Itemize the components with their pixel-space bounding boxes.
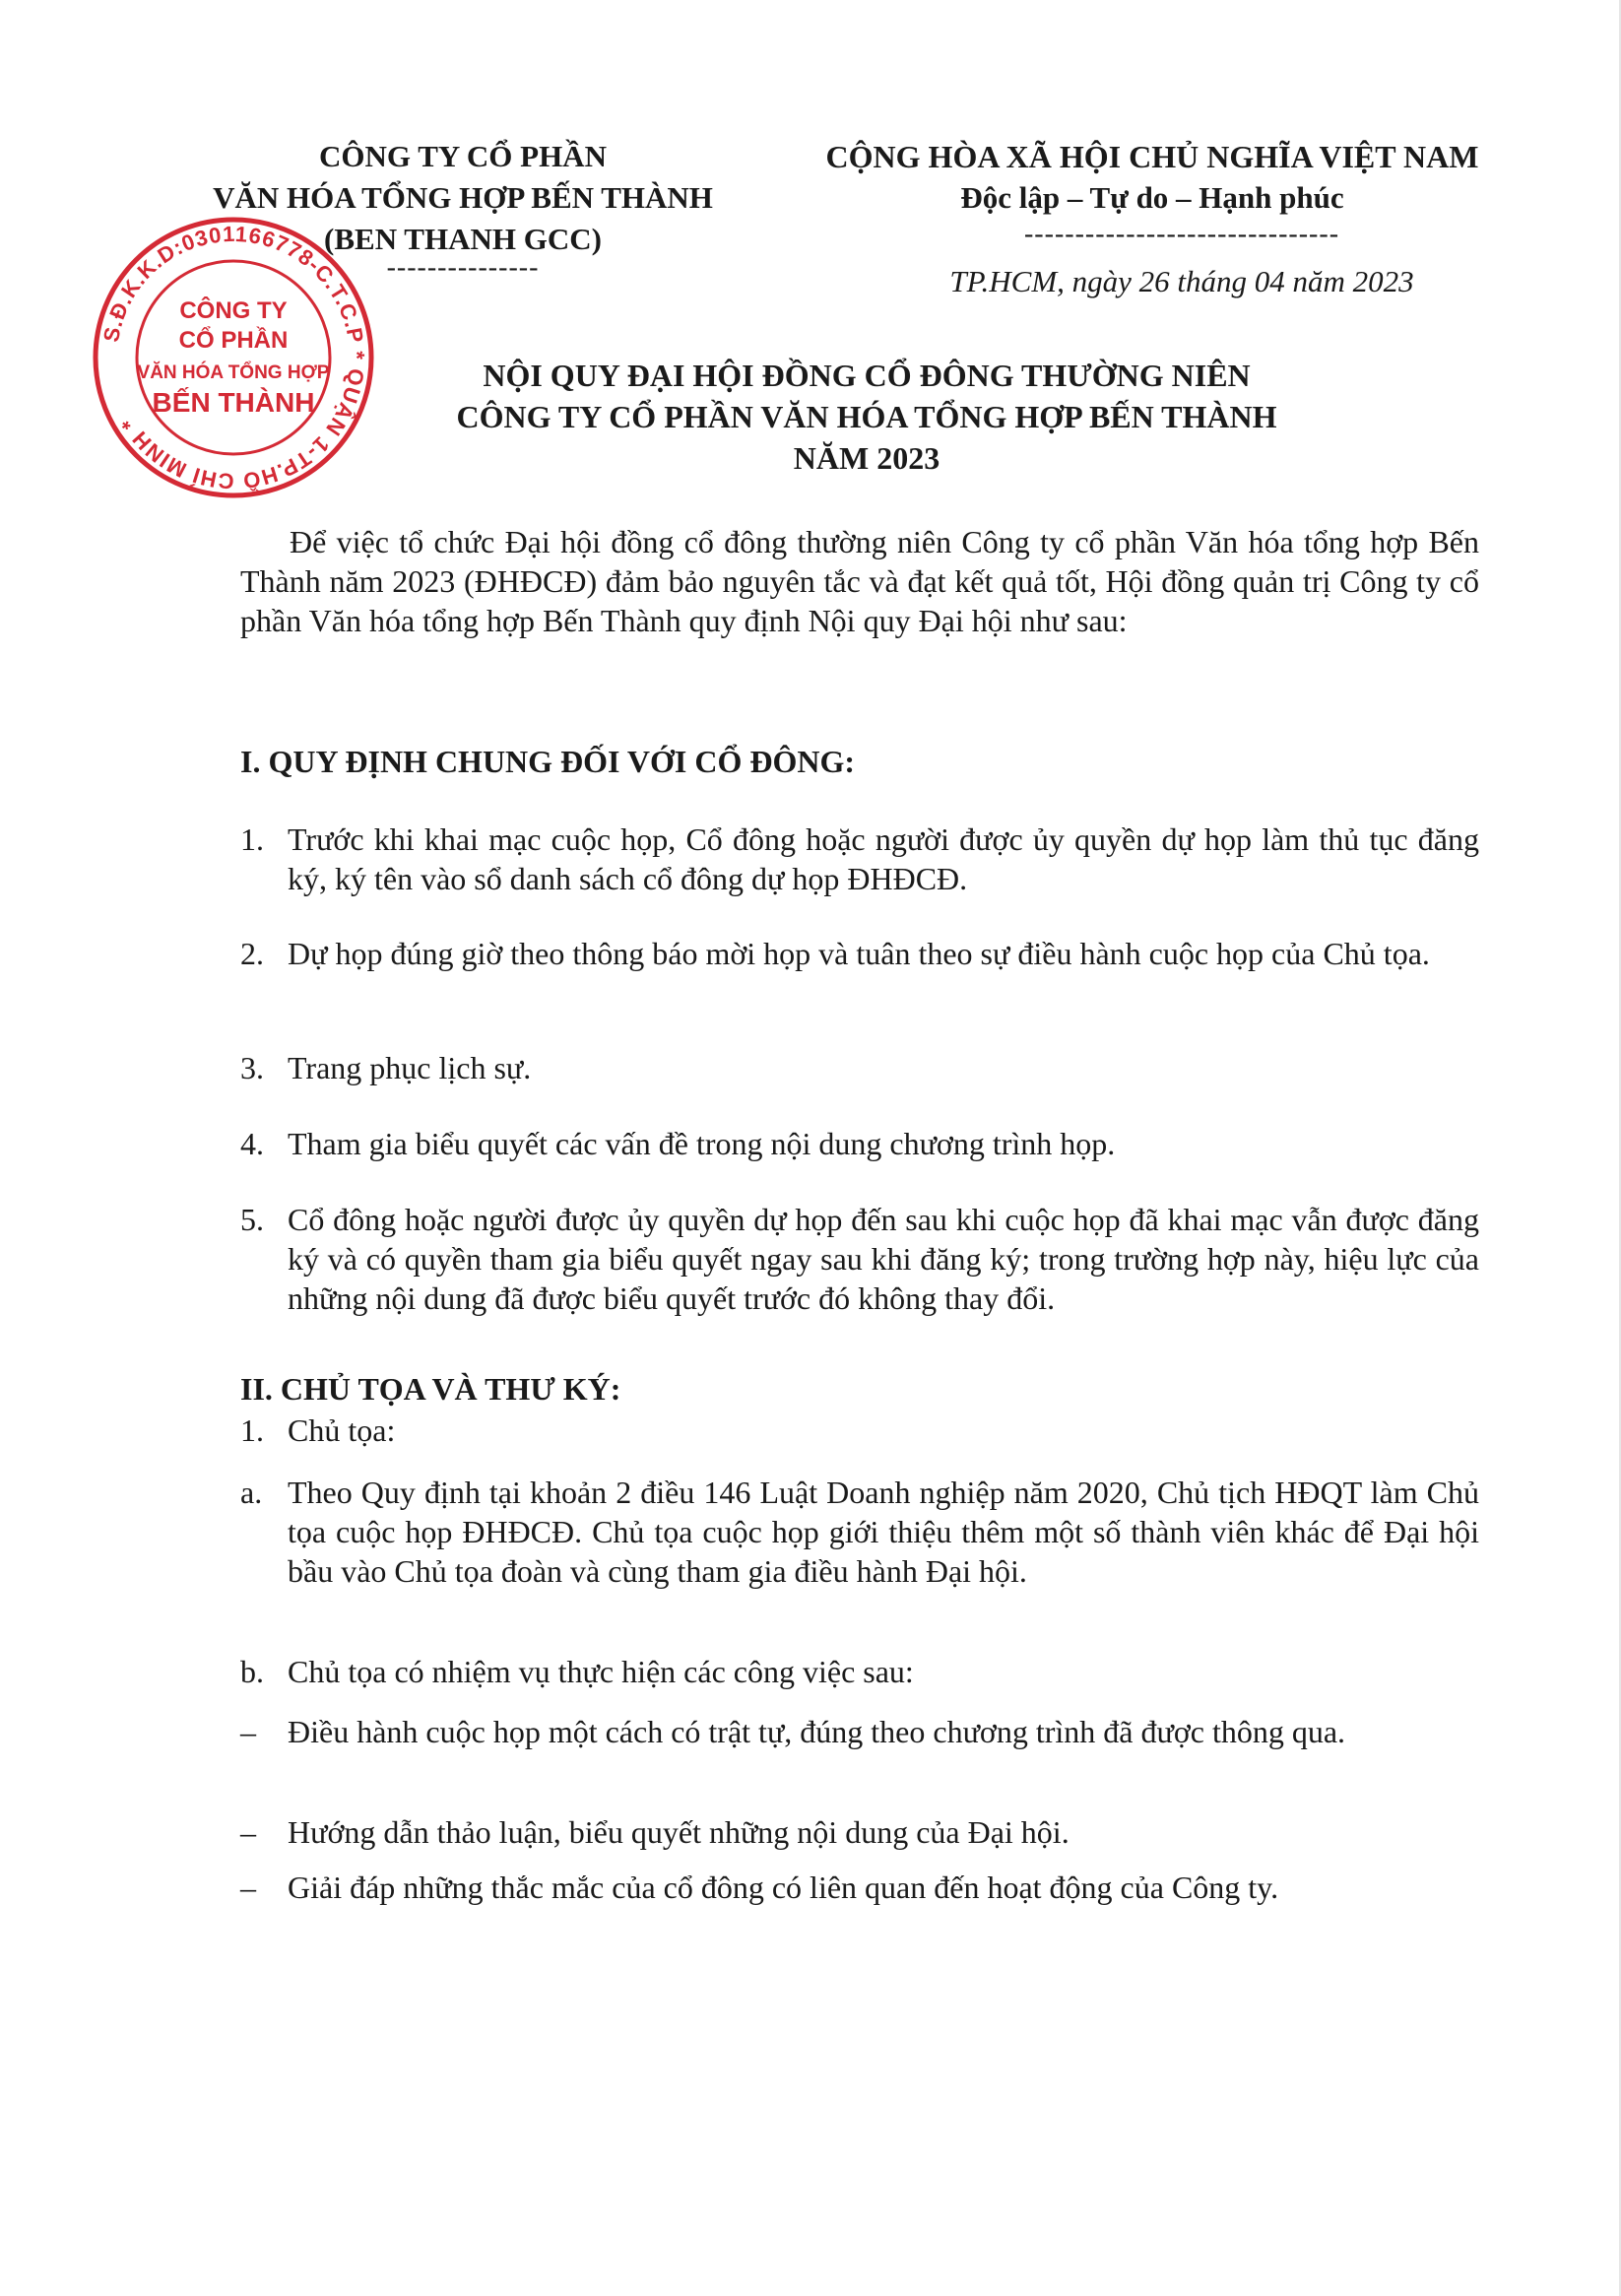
bullet-dash: – <box>240 1870 256 1905</box>
item-number: 1. <box>240 821 264 857</box>
seal-inner-line1: CÔNG TY <box>179 297 288 324</box>
section2-item-a <box>240 1473 1479 1591</box>
item-number: 5. <box>240 1202 264 1237</box>
nation-divider: ------------------------------- <box>1023 219 1340 249</box>
nation-motto: Độc lập – Tự do – Hạnh phúc <box>960 180 1344 215</box>
section1-item-5 <box>240 1200 1479 1318</box>
intro-paragraph <box>240 522 1479 640</box>
item-text: Chủ tọa: <box>288 1412 396 1448</box>
title-line2: CÔNG TY CỔ PHẦN VĂN HÓA TỔNG HỢP BẾN THÀNH <box>456 399 1277 434</box>
item-text: Theo Quy định tại khoản 2 điều 146 Luật Doanh nghiệp năm 2020, Chủ tịch HĐQT làm Chủ tọa cuộc họp ĐHĐCĐ. Chủ tọa cuộc họp giới thiệu thêm một số thành viên khác để Đại hội bầu vào Chủ tọa đoàn và cùng tham gia điều hành Đại hội. <box>288 1475 1479 1589</box>
item-text: Dự họp đúng giờ theo thông báo mời họp và tuân theo sự điều hành cuộc họp của Chủ tọa. <box>288 936 1430 971</box>
document-title <box>276 355 1458 479</box>
item-number: 2. <box>240 936 264 971</box>
item-text: Trước khi khai mạc cuộc họp, Cổ đông hoặc người được ủy quyền dự họp làm thủ tục đăng ký, ký tên vào sổ danh sách cổ đông dự họp ĐHĐCĐ. <box>288 821 1479 896</box>
date-line: TP.HCM, ngày 26 tháng 04 năm 2023 <box>949 264 1414 298</box>
item-letter: a. <box>240 1475 263 1510</box>
section1-heading: I. QUY ĐỊNH CHUNG ĐỐI VỚI CỔ ĐÔNG: <box>240 744 856 779</box>
seal-inner-line2: CỔ PHẦN <box>178 327 289 354</box>
item-number: 1. <box>240 1412 264 1448</box>
item-number: 4. <box>240 1126 264 1161</box>
bullet-dash: – <box>240 1814 256 1850</box>
intro-text: Để việc tổ chức Đại hội đồng cổ đông thường niên Công ty cổ phần Văn hóa tổng hợp Bến Thành năm 2023 (ĐHĐCĐ) đảm bảo nguyên tắc và đạt kết quả tốt, Hội đồng quản trị Công ty cổ phần Văn hóa tổng hợp Bến Thành quy định Nội quy Đại hội như sau: <box>240 524 1479 638</box>
seal-inner-line4: BẾN THÀNH <box>152 387 315 418</box>
item-text: Chủ tọa có nhiệm vụ thực hiện các công việc sau: <box>288 1654 914 1689</box>
section1-item-2 <box>240 934 1479 973</box>
bullet-dash: – <box>240 1714 256 1749</box>
company-name-line2: VĂN HÓA TỔNG HỢP BẾN THÀNH <box>213 180 713 215</box>
section2-heading: II. CHỦ TỌA VÀ THƯ KÝ: <box>240 1371 621 1407</box>
title-line1: NỘI QUY ĐẠI HỘI ĐỒNG CỔ ĐÔNG THƯỜNG NIÊN <box>483 358 1251 393</box>
item-text: Tham gia biểu quyết các vấn đề trong nội dung chương trình họp. <box>288 1126 1116 1161</box>
section1-item-4 <box>240 1124 1479 1163</box>
section1-item-1 <box>240 820 1479 898</box>
section2-bullet-2 <box>240 1812 1479 1852</box>
item-letter: b. <box>240 1654 264 1689</box>
item-text: Hướng dẫn thảo luận, biểu quyết những nội dung của Đại hội. <box>288 1814 1070 1850</box>
item-text: Trang phục lịch sự. <box>288 1050 532 1085</box>
company-divider: --------------- <box>386 252 540 283</box>
seal-inner-line3: VĂN HÓA TỔNG HỢP <box>137 362 330 383</box>
seal-outer-text: S.Đ.K.K.D:0301166778-C.T.C.P * QUẬN 1-TP.HỒ CHÍ MINH * <box>98 221 370 494</box>
item-text: Giải đáp những thắc mắc của cổ đông có liên quan đến hoạt động của Công ty. <box>288 1870 1279 1905</box>
national-header <box>758 136 1546 219</box>
item-number: 3. <box>240 1050 264 1085</box>
section2-sub-1 <box>240 1410 1479 1450</box>
section1-item-3 <box>240 1048 1479 1087</box>
title-line3: NĂM 2023 <box>793 440 940 476</box>
company-short-name: (BEN THANH GCC) <box>324 222 602 256</box>
nation-title: CỘNG HÒA XÃ HỘI CHỦ NGHĨA VIỆT NAM <box>825 139 1479 174</box>
section2-item-b <box>240 1652 1479 1691</box>
section2-bullet-3 <box>240 1868 1479 1907</box>
section2-bullet-1 <box>240 1712 1479 1751</box>
company-name-line1: CÔNG TY CỔ PHẦN <box>319 139 607 173</box>
item-text: Điều hành cuộc họp một cách có trật tự, đúng theo chương trình đã được thông qua. <box>288 1714 1346 1749</box>
item-text: Cổ đông hoặc người được ủy quyền dự họp đến sau khi cuộc họp đã khai mạc vẫn được đăng ký và có quyền tham gia biểu quyết ngay sau khi đăng ký; trong trường hợp này, hiệu lực của những nội dung đã được biểu quyết trước đó không thay đổi. <box>288 1202 1479 1316</box>
